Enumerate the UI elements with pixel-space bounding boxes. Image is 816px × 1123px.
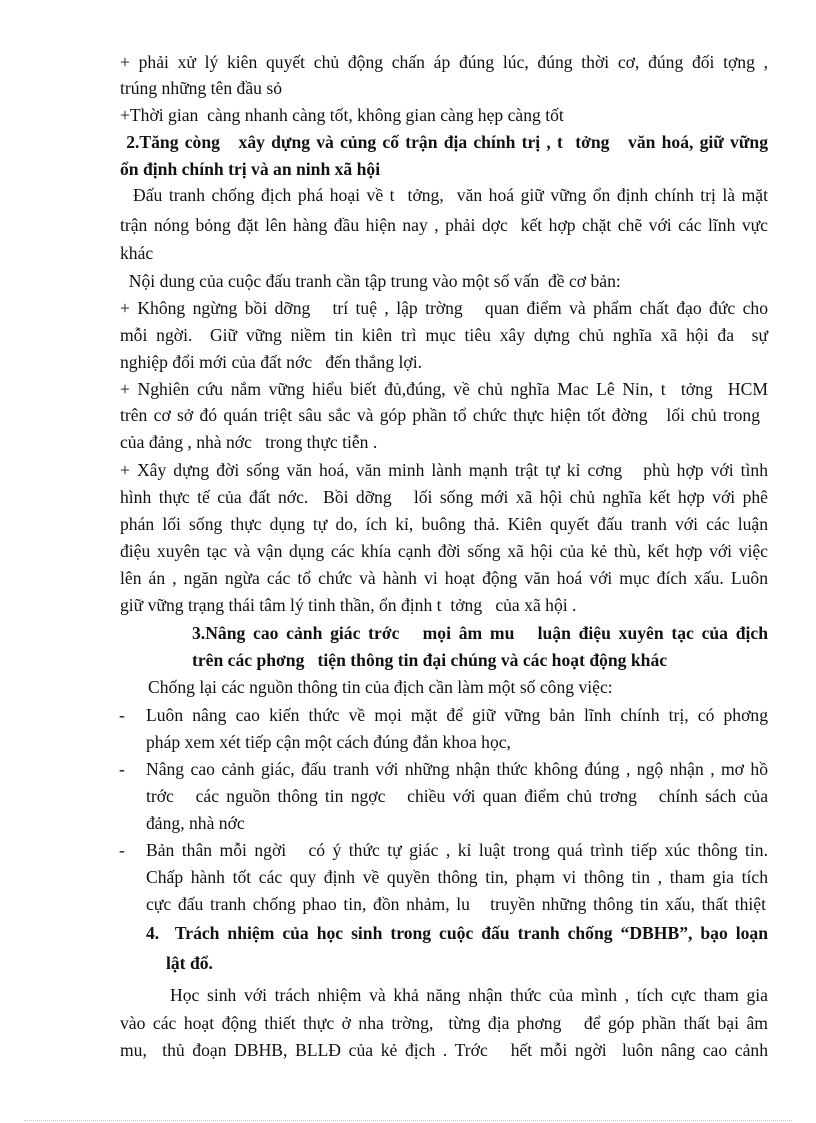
bullet-dash: - (119, 705, 125, 725)
text-line: + Xây dựng đời sống văn hoá, văn minh lành mạnh trật tự kỉ cơng phù hợp với tình (120, 460, 768, 480)
text-line: + Không ngừng bồi dỡng trí tuệ , lập trờng quan điểm và phẩm chất đạo đức cho (120, 298, 768, 318)
bullet-text: pháp xem xét tiếp cận một cách đúng đắn khoa học, (146, 732, 511, 752)
page-bottom-rule (24, 1120, 792, 1121)
bullet-text: Bản thân mỗi ngời có ý thức tự giác , kỉ luật trong quá trình tiếp xúc thông tin. (146, 840, 768, 860)
text-line: + phải xử lý kiên quyết chủ động chấn áp đúng lúc, đúng thời cơ, đúng đối tợng , (120, 52, 768, 72)
text-line: vào các hoạt động thiết thực ở nha trờng, từng địa phơng để góp phần thất bại âm (120, 1013, 768, 1033)
section-heading-3: trên các phơng tiện thông tin đại chúng và các hoạt động khác (192, 650, 668, 670)
bullet-text: Chấp hành tốt các quy định về quyền thông tin, phạm vi thông tin , tham gia tích (146, 867, 768, 887)
text-line: lên án , ngăn ngừa các tổ chức và hành vi hoạt động văn hoá với mục đích xấu. Luôn (120, 568, 768, 588)
text-line: trên cơ sở đó quán triệt sâu sắc và góp phần tổ chức thực hiện tốt đờng lối chủ trong (120, 405, 760, 425)
section-heading-4: lật đổ. (166, 953, 213, 973)
text-line: Đấu tranh chống địch phá hoại về t tởng, văn hoá giữ vững ổn định chính trị là mặt (120, 185, 768, 205)
text-line: điệu xuyên tạc và vận dụng các khía cạnh đời sống xã hội của kẻ thù, kết hợp với việc (120, 541, 768, 561)
section-heading-2: ổn định chính trị và an ninh xã hội (120, 159, 381, 179)
text-line: mỗi ngời. Giữ vững niềm tin kiên trì mục tiêu xây dựng chủ nghĩa xã hội đa sự (120, 325, 768, 345)
section-heading-4: 4. Trách nhiệm của học sinh trong cuộc đấu tranh chống “DBHB”, bạo loạn (146, 923, 768, 943)
text-line: + Nghiên cứu nắm vững hiểu biết đủ,đúng, về chủ nghĩa Mac Lê Nin, t tởng HCM (120, 379, 768, 399)
text-line: mu, thủ đoạn DBHB, BLLĐ của kẻ địch . Trớc hết mỗi ngời luôn nâng cao cảnh (120, 1040, 768, 1060)
bullet-text: Nâng cao cảnh giác, đấu tranh với những nhận thức không đúng , ngộ nhận , mơ hồ (146, 759, 768, 779)
text-line: +Thời gian càng nhanh càng tốt, không gian càng hẹp càng tốt (120, 105, 564, 125)
section-heading-3: 3.Nâng cao cảnh giác trớc mọi âm mu luận điệu xuyên tạc của địch (192, 623, 768, 643)
text-line: giữ vững trạng thái tâm lý tinh thần, ổn định t tởng của xã hội . (120, 595, 577, 615)
bullet-text: Luôn nâng cao kiến thức về mọi mặt để giữ vững bản lĩnh chính trị, có phơng (146, 705, 768, 725)
text-line: Chống lại các nguồn thông tin của địch cần làm một số công việc: (148, 677, 613, 697)
text-line: khác (120, 243, 154, 263)
text-line: Học sinh với trách nhiệm và khả năng nhận thức của mình , tích cực tham gia (170, 985, 768, 1005)
text-line: trúng những tên đầu sỏ (120, 78, 282, 98)
bullet-dash: - (119, 840, 125, 860)
bullet-text: trớc các nguồn thông tin ngợc chiều với quan điểm chủ trơng chính sách của (146, 786, 768, 806)
section-heading-2: 2.Tăng còng xây dựng và củng cố trận địa chính trị , t tởng văn hoá, giữ vững (120, 132, 768, 152)
text-line: Nội dung của cuộc đấu tranh cần tập trung vào một số vấn đề cơ bản: (120, 271, 621, 291)
bullet-text: đảng, nhà nớc (146, 813, 245, 833)
text-line: trận nóng bỏng đặt lên hàng đầu hiện nay , phải dợc kết hợp chặt chẽ với các lĩnh vực (120, 215, 768, 235)
bullet-dash: - (119, 759, 125, 779)
text-line: phán lối sống thực dụng tự do, ích kỉ, buông thả. Kiên quyết đấu tranh với các luận (120, 514, 768, 534)
text-line: của đảng , nhà nớc trong thực tiễn . (120, 432, 378, 452)
text-line: hình thực tế của đất nớc. Bồi dỡng lối sống mới xã hội chủ nghĩa kết hợp với phê (120, 487, 768, 507)
text-line: nghiệp đổi mới của đất nớc đến thắng lợi. (120, 352, 423, 372)
bullet-text: cực đấu tranh chống phao tin, đồn nhảm, lu truyền những thông tin xấu, thất thiệt (146, 894, 766, 914)
